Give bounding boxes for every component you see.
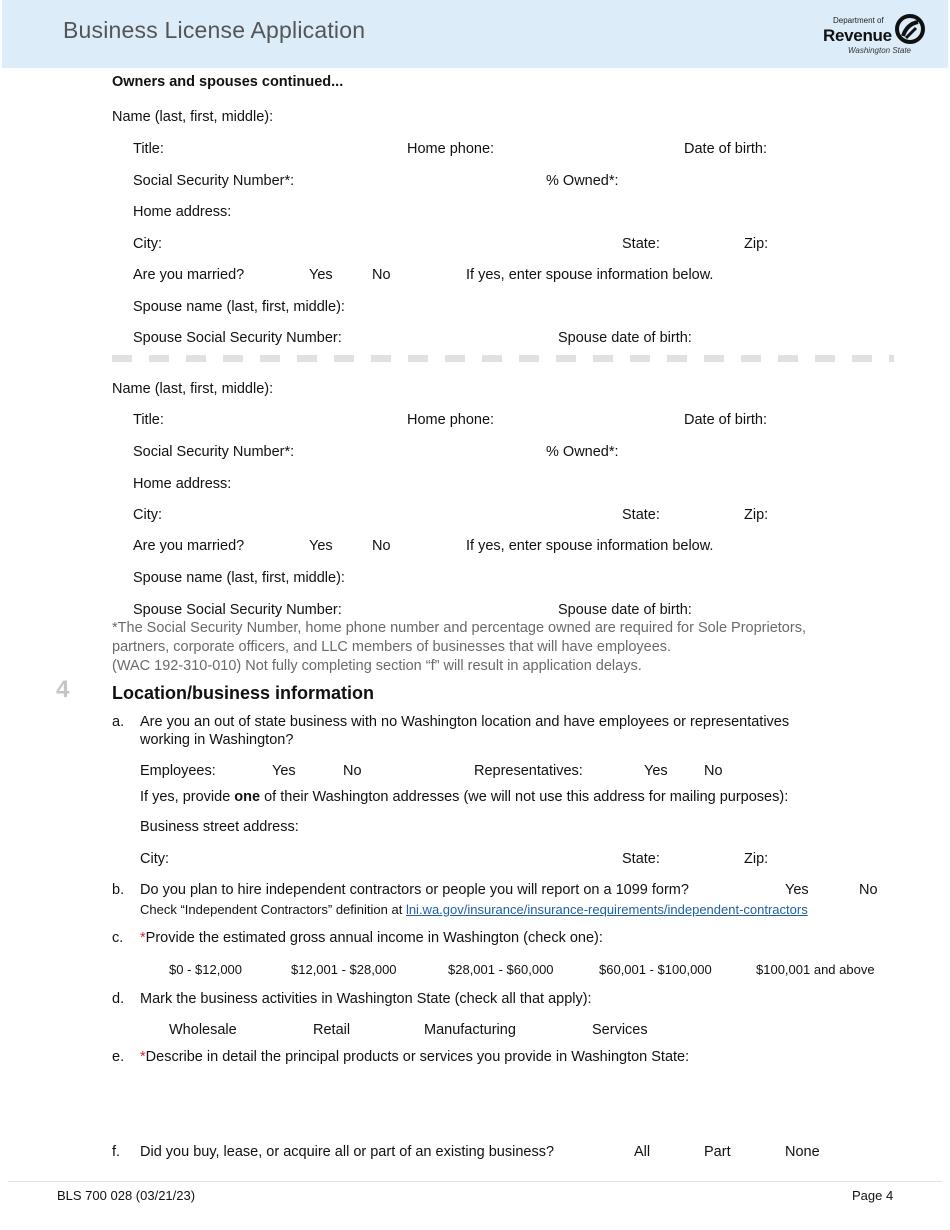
question-a-letter: a. (112, 714, 125, 730)
required-asterisk: * (140, 1049, 146, 1065)
owner2-home-address-label: Home address: (133, 476, 232, 492)
owner1-ssn-label: Social Security Number*: (133, 173, 295, 189)
section-title: Location/business information (112, 683, 375, 703)
contractors-link[interactable]: lni.wa.gov/insurance/insurance-requirements/independent-contractors (405, 902, 808, 917)
owner2-title-label: Title: (133, 412, 164, 428)
owner1-title-label: Title: (133, 141, 164, 157)
a-state-label: State: (622, 851, 660, 867)
footnote-line-1: *The Social Security Number, home phone number and percentage owned are required for Sole Proprietors, (112, 620, 806, 636)
owner1-owned-label: % Owned*: (546, 173, 619, 189)
required-asterisk: * (140, 930, 146, 946)
owner2-spouse-note: If yes, enter spouse information below. (466, 538, 714, 554)
question-e-text (140, 1049, 689, 1065)
owner2-state-label: State: (622, 507, 660, 523)
logo-name: Revenue (823, 26, 892, 45)
a-city-label: City: (140, 851, 169, 867)
provide-bold: one (234, 789, 261, 805)
representatives-label: Representatives: (474, 763, 583, 779)
income-option-4[interactable]: $60,001 - $100,000 (599, 962, 712, 977)
representatives-no[interactable]: No (704, 763, 723, 779)
footnote-line-2: partners, corporate officers, and LLC members of businesses that will have employees. (112, 639, 672, 655)
business-street-label: Business street address: (140, 819, 299, 835)
owner2-married-yes[interactable]: Yes (309, 538, 333, 554)
owner2-city-label: City: (133, 507, 162, 523)
revenue-swirl-icon (894, 14, 926, 44)
owner1-dob-label: Date of birth: (684, 141, 768, 157)
logo-state: Washington State (848, 46, 912, 55)
employees-yes[interactable]: Yes (272, 763, 296, 779)
footnote-line-3: (WAC 192-310-010) Not fully completing section “f” will result in application delays. (112, 658, 642, 674)
provide-address-note (140, 789, 788, 805)
owner1-state-label: State: (622, 236, 660, 252)
question-f-text: Did you buy, lease, or acquire all or part of an existing business? (140, 1144, 555, 1160)
employees-no[interactable]: No (343, 763, 362, 779)
page-header (2, 0, 948, 68)
activity-wholesale[interactable]: Wholesale (169, 1022, 237, 1038)
owner1-zip-label: Zip: (744, 236, 769, 252)
owner2-spouse-name-label: Spouse name (last, first, middle): (133, 570, 345, 586)
owner1-city-label: City: (133, 236, 162, 252)
question-c-letter: c. (112, 930, 124, 946)
owner1-married-no[interactable]: No (372, 267, 391, 283)
income-option-3[interactable]: $28,001 - $60,000 (448, 962, 554, 977)
revenue-logo (820, 14, 930, 60)
page-title: Business License Application (63, 17, 366, 43)
representatives-yes[interactable]: Yes (644, 763, 668, 779)
owner2-home-phone-label: Home phone: (407, 412, 495, 428)
income-option-2[interactable]: $12,001 - $28,000 (291, 962, 397, 977)
owner2-spouse-ssn-label: Spouse Social Security Number: (133, 602, 342, 618)
income-option-1[interactable]: $0 - $12,000 (169, 962, 243, 977)
form-id: BLS 700 028 (03/21/23) (57, 1188, 196, 1203)
owner2-owned-label: % Owned*: (546, 444, 619, 460)
owner1-home-phone-label: Home phone: (407, 141, 495, 157)
owner1-married-label: Are you married? (133, 267, 245, 283)
question-f-letter: f. (112, 1144, 121, 1160)
owner2-zip-label: Zip: (744, 507, 769, 523)
owner2-name-label: Name (last, first, middle): (112, 381, 274, 397)
owner1-name-label: Name (last, first, middle): (112, 109, 274, 125)
contractors-check-note (140, 902, 808, 917)
a-zip-label: Zip: (744, 851, 769, 867)
page-number: Page 4 (852, 1188, 894, 1203)
logo-department: Department of (833, 16, 884, 25)
question-c-label: Provide the estimated gross annual income in Washington (check one): (145, 930, 603, 946)
activity-services[interactable]: Services (592, 1022, 648, 1038)
question-b-letter: b. (112, 882, 125, 898)
section-number: 4 (56, 676, 70, 703)
activity-manufacturing[interactable]: Manufacturing (424, 1022, 516, 1038)
acquire-all[interactable]: All (634, 1144, 651, 1160)
owner1-spouse-dob-label: Spouse date of birth: (558, 330, 692, 346)
owner2-married-no[interactable]: No (372, 538, 391, 554)
owner1-spouse-note: If yes, enter spouse information below. (466, 267, 714, 283)
owner2-ssn-label: Social Security Number*: (133, 444, 295, 460)
owner2-spouse-dob-label: Spouse date of birth: (558, 602, 692, 618)
owner1-spouse-ssn-label: Spouse Social Security Number: (133, 330, 342, 346)
provide-post: of their Washington addresses (we will not use this address for mailing purposes): (260, 789, 789, 805)
owner1-married-yes[interactable]: Yes (309, 267, 333, 283)
owner-divider (112, 355, 894, 362)
contractors-yes[interactable]: Yes (785, 882, 809, 898)
question-d-text: Mark the business activities in Washington State (check all that apply): (140, 991, 592, 1007)
footer-divider (8, 1181, 942, 1182)
question-e-letter: e. (112, 1049, 125, 1065)
activity-retail[interactable]: Retail (313, 1022, 351, 1038)
question-d-letter: d. (112, 991, 125, 1007)
owner2-dob-label: Date of birth: (684, 412, 768, 428)
acquire-none[interactable]: None (785, 1144, 820, 1160)
question-a-line-1: Are you an out of state business with no Washington location and have employees or representatives (140, 714, 790, 730)
owner2-married-label: Are you married? (133, 538, 245, 554)
contractors-no[interactable]: No (859, 882, 878, 898)
provide-pre: If yes, provide (140, 789, 235, 805)
employees-label: Employees: (140, 763, 216, 779)
owner1-home-address-label: Home address: (133, 204, 232, 220)
question-b-text: Do you plan to hire independent contractors or people you will report on a 1099 form? (140, 882, 689, 898)
question-c-text (140, 930, 603, 946)
owners-heading: Owners and spouses continued... (112, 74, 344, 90)
owner1-spouse-name-label: Spouse name (last, first, middle): (133, 299, 345, 315)
income-option-5[interactable]: $100,001 and above (756, 962, 875, 977)
check-text: Check “Independent Contractors” definition at (140, 902, 406, 917)
question-a-line-2: working in Washington? (140, 732, 294, 748)
question-e-label: Describe in detail the principal products or services you provide in Washington State: (145, 1049, 690, 1065)
acquire-part[interactable]: Part (704, 1144, 731, 1160)
